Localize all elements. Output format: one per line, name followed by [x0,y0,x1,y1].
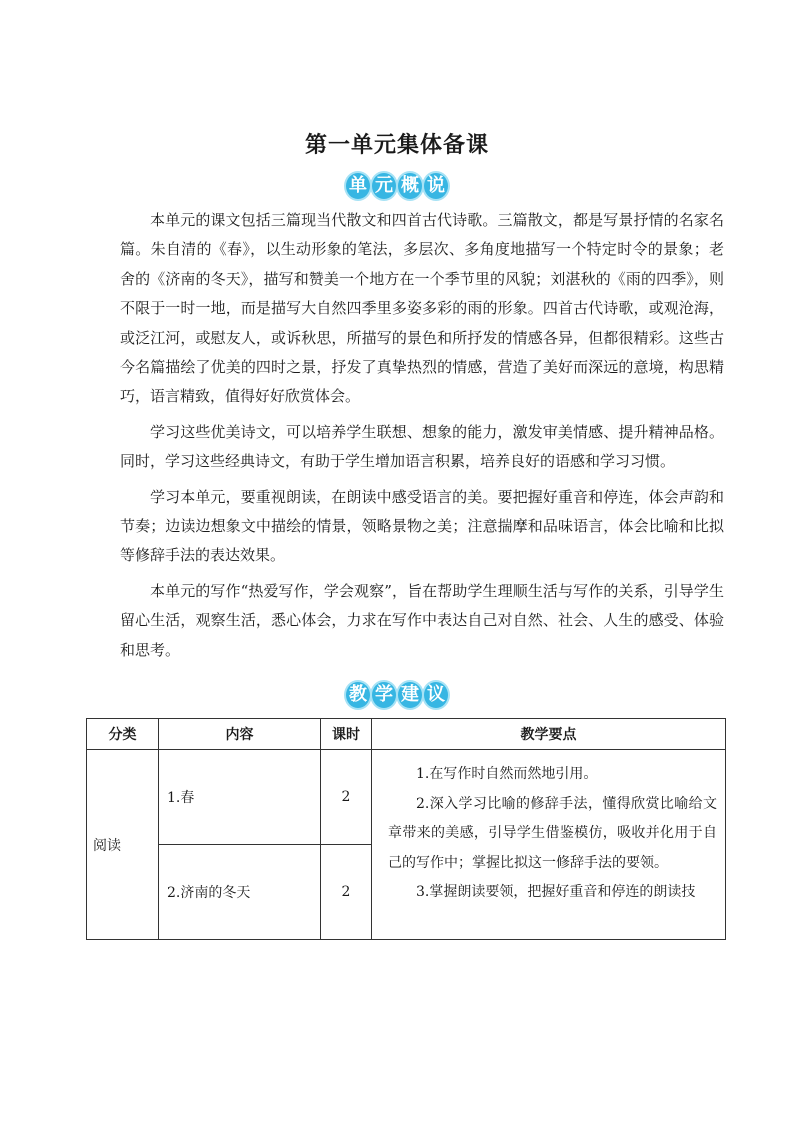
page-title: 第一单元集体备课 [304,133,489,158]
section-heading-suggestions [0,682,794,708]
header-hours: 课时 [321,719,372,750]
teaching-point: 2.深入学习比喻的修辞手法，懂得欣赏比喻给文章带来的美感，引导学生借鉴模仿，吸收并化用于自己的写作中；掌握比拟这一修辞手法的要领。 [388,795,717,871]
category-cell: 阅读 [87,750,159,940]
heading-char: 学 [372,682,396,708]
heading-char: 单 [346,173,370,199]
paragraph: 本单元的课文包括三篇现当代散文和四首古代诗歌。三篇散文，都是写景抒情的名家名篇。朱自清的《春》，以生动形象的笔法，多层次、多角度地描写一个特定时令的景象；老舍的《济南的冬天》，描写和赞美一个地方在一个季节里的风貌；刘湛秋的《雨的四季》，则不限于一时一地，而是描写大自然四季里多姿多彩的雨的形象。四首古代诗歌，或观沧海，或泛江河，或慰友人，或诉秋思，所描写的景色和所抒发的情感各异，但都很精彩。这些古今名篇描绘了优美的四时之景，抒发了真挚热烈的情感，营造了美好而深远的意境，构思精巧，语言精致，值得好好欣赏体会。 [120,211,724,406]
header-category: 分类 [87,719,159,750]
section-heading-overview [0,173,794,199]
hours-cell: 2 [321,750,372,845]
points-cell [372,750,726,940]
teaching-plan-table [86,718,726,940]
hours-cell: 2 [321,845,372,940]
heading-char: 议 [424,682,448,708]
teaching-point: 3.掌握朗读要领，把握好重音和停连的朗读技 [416,884,696,900]
paragraph: 学习这些优美诗文，可以培养学生联想、想象的能力，激发审美情感、提升精神品格。同时，学习这些经典诗文，有助于学生增加语言积累，培养良好的语感和学习习惯。 [120,422,724,471]
paragraph: 本单元的写作“热爱写作，学会观察”，旨在帮助学生理顺生活与写作的关系，引导学生留心生活，观察生活，悉心体会，力求在写作中表达自己对自然、社会、人生的感受、体验和思考。 [120,581,724,659]
header-points: 教学要点 [372,719,726,750]
heading-char: 教 [346,682,370,708]
heading-char: 概 [398,173,422,199]
table-header-row [87,719,726,750]
content-cell: 2.济南的冬天 [159,845,321,940]
content-cell: 1.春 [159,750,321,845]
teaching-point: 1.在写作时自然而然地引用。 [416,766,598,782]
overview-body [120,206,724,671]
paragraph: 学习本单元，要重视朗读，在朗读中感受语言的美。要把握好重音和停连，体会声韵和节奏；边读边想象文中描绘的情景，领略景物之美；注意揣摩和品味语言，体会比喻和比拟等修辞手法的表达效果。 [120,487,724,565]
header-content: 内容 [159,719,321,750]
table-row [87,750,726,845]
heading-char: 建 [398,682,422,708]
heading-char: 说 [424,173,448,199]
heading-char: 元 [372,173,396,199]
